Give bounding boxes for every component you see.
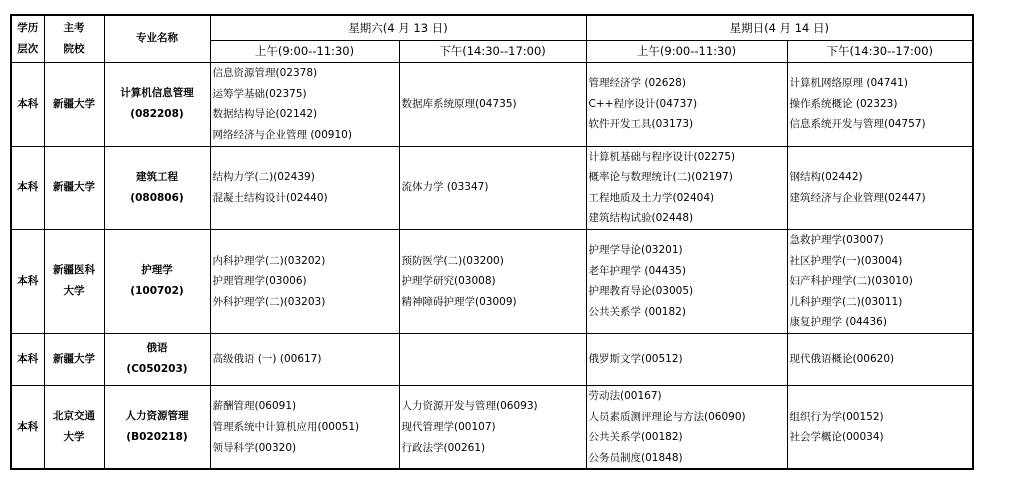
course-item: 现代俄语概论(00620) [789, 353, 895, 366]
header-level-line1: 学历 [17, 21, 39, 34]
courses-cell-sun-am [586, 385, 787, 469]
header-sat-am: 上午(9:00--11:30) [210, 41, 399, 63]
course-item: 老年护理学 (04435) [588, 264, 686, 277]
header-school-line2: 院校 [63, 42, 85, 55]
major-cell [104, 62, 210, 146]
courses-cell-sat-pm [399, 146, 586, 229]
table-row [11, 146, 973, 229]
exam-schedule-table [10, 14, 974, 470]
school-name-line: 大学 [63, 285, 85, 298]
level-cell: 本科 [11, 333, 44, 385]
major-name: 建筑工程 [136, 170, 178, 183]
courses-cell-sun-pm [787, 229, 973, 333]
course-item: 计算机基础与程序设计(02275) [588, 150, 736, 163]
course-item: 建筑结构试验(02448) [588, 212, 694, 225]
course-item: 公共关系学 (00182) [588, 306, 686, 319]
header-sunday: 星期日(4 月 14 日) [586, 15, 973, 41]
course-item: 结构力学(二)(02439) [212, 171, 315, 184]
courses-cell-sat-am [210, 229, 399, 333]
course-item: 人力资源开发与管理(06093) [401, 400, 538, 413]
table-row [11, 229, 973, 333]
school-name-line: 大学 [63, 431, 85, 444]
major-code: (100702) [130, 285, 184, 298]
course-item: 软件开发工具(03173) [588, 118, 694, 131]
course-item: 建筑经济与企业管理(02447) [789, 191, 926, 204]
table-row [11, 333, 973, 385]
header-level [11, 15, 44, 62]
course-item: 预防医学(二)(03200) [401, 254, 504, 267]
courses-cell-sat-pm [399, 229, 586, 333]
courses-cell-sun-pm [787, 62, 973, 146]
course-item: 公务员制度(01848) [588, 451, 683, 464]
courses-cell-sat-am [210, 146, 399, 229]
course-item: 儿科护理学(二)(03011) [789, 295, 903, 308]
course-item: 组织行为学(00152) [789, 410, 884, 423]
course-item: 外科护理学(二)(03203) [212, 295, 326, 308]
courses-cell-sun-am [586, 146, 787, 229]
course-item: 公共关系学(00182) [588, 431, 683, 444]
courses-cell-sat-pm [399, 385, 586, 469]
course-item: 现代管理学(00107) [401, 420, 496, 433]
header-level-line2: 层次 [17, 42, 39, 55]
header-school-line1: 主考 [63, 21, 85, 34]
school-name-line: 北京交通 [53, 410, 95, 423]
header-sun-am: 上午(9:00--11:30) [586, 41, 787, 63]
courses-cell-sat-am [210, 385, 399, 469]
course-item: 高级俄语 (一) (00617) [212, 353, 322, 366]
courses-cell-sat-pm [399, 62, 586, 146]
school-cell [44, 385, 104, 469]
course-item: 数据结构导论(02142) [212, 108, 318, 121]
header-sat-pm: 下午(14:30--17:00) [399, 41, 586, 63]
level-cell: 本科 [11, 229, 44, 333]
major-code: (080806) [130, 191, 184, 204]
courses-cell-sun-pm [787, 385, 973, 469]
course-item: 信息资源管理(02378) [212, 66, 318, 79]
level-cell: 本科 [11, 385, 44, 469]
major-cell [104, 333, 210, 385]
courses-cell-sun-am [586, 333, 787, 385]
courses-cell-sun-pm [787, 333, 973, 385]
course-item: 精神障碍护理学(03009) [401, 295, 517, 308]
school-name-line: 新疆大学 [53, 352, 95, 365]
major-cell [104, 385, 210, 469]
header-major: 专业名称 [104, 15, 210, 62]
major-name: 计算机信息管理 [120, 87, 194, 100]
course-item: 管理系统中计算机应用(00051) [212, 420, 360, 433]
major-name: 人力资源管理 [125, 410, 189, 423]
table-row [11, 62, 973, 146]
school-name-line: 新疆大学 [53, 181, 95, 194]
table-row [11, 385, 973, 469]
major-cell [104, 146, 210, 229]
major-name: 俄语 [146, 342, 168, 355]
major-cell [104, 229, 210, 333]
course-item: 数据库系统原理(04735) [401, 97, 517, 110]
course-item: 护理管理学(03006) [212, 275, 307, 288]
course-item: 妇产科护理学(二)(03010) [789, 275, 913, 288]
level-cell: 本科 [11, 146, 44, 229]
course-item: 钢结构(02442) [789, 171, 863, 184]
course-item: 薪酬管理(06091) [212, 400, 297, 413]
course-item: 概率论与数理统计(二)(02197) [588, 171, 733, 184]
courses-cell-sun-am [586, 62, 787, 146]
major-code: (C050203) [126, 363, 188, 376]
school-name-line: 新疆医科 [53, 264, 95, 277]
course-item: 计算机网络原理 (04741) [789, 77, 908, 90]
course-item: 运筹学基础(02375) [212, 87, 307, 100]
courses-cell-sun-am [586, 229, 787, 333]
courses-cell-sun-pm [787, 146, 973, 229]
school-name-line: 新疆大学 [53, 97, 95, 110]
course-item: 工程地质及土力学(02404) [588, 191, 715, 204]
courses-cell-sat-am [210, 333, 399, 385]
course-item: 内科护理学(二)(03202) [212, 254, 326, 267]
courses-cell-sat-am [210, 62, 399, 146]
course-item: 护理学研究(03008) [401, 275, 496, 288]
school-cell [44, 62, 104, 146]
course-item: 劳动法(00167) [588, 390, 662, 403]
header-sun-pm: 下午(14:30--17:00) [787, 41, 973, 63]
course-item: 社会学概论(00034) [789, 431, 884, 444]
course-item: 人员素质测评理论与方法(06090) [588, 410, 746, 423]
course-item: 康复护理学 (04436) [789, 316, 887, 329]
school-cell [44, 333, 104, 385]
header-school [44, 15, 104, 62]
course-item: 操作系统概论 (02323) [789, 97, 898, 110]
course-item: 领导科学(00320) [212, 441, 297, 454]
course-item: 护理教育导论(03005) [588, 285, 694, 298]
course-item: 网络经济与企业管理 (00910) [212, 128, 352, 141]
level-cell: 本科 [11, 62, 44, 146]
course-item: C++程序设计(04737) [588, 97, 698, 110]
school-cell [44, 229, 104, 333]
course-item: 护理学导论(03201) [588, 244, 683, 257]
major-code: (082208) [130, 108, 184, 121]
course-item: 社区护理学(一)(03004) [789, 254, 903, 267]
course-item: 混凝土结构设计(02440) [212, 191, 328, 204]
major-code: (B020218) [126, 431, 188, 444]
courses-cell-sat-pm [399, 333, 586, 385]
course-item: 急救护理学(03007) [789, 233, 884, 246]
header-saturday: 星期六(4 月 13 日) [210, 15, 586, 41]
course-item: 管理经济学 (02628) [588, 77, 686, 90]
course-item: 流体力学 (03347) [401, 181, 489, 194]
course-item: 信息系统开发与管理(04757) [789, 118, 926, 131]
course-item: 行政法学(00261) [401, 441, 486, 454]
school-cell [44, 146, 104, 229]
major-name: 护理学 [141, 264, 173, 277]
course-item: 俄罗斯文学(00512) [588, 353, 683, 366]
